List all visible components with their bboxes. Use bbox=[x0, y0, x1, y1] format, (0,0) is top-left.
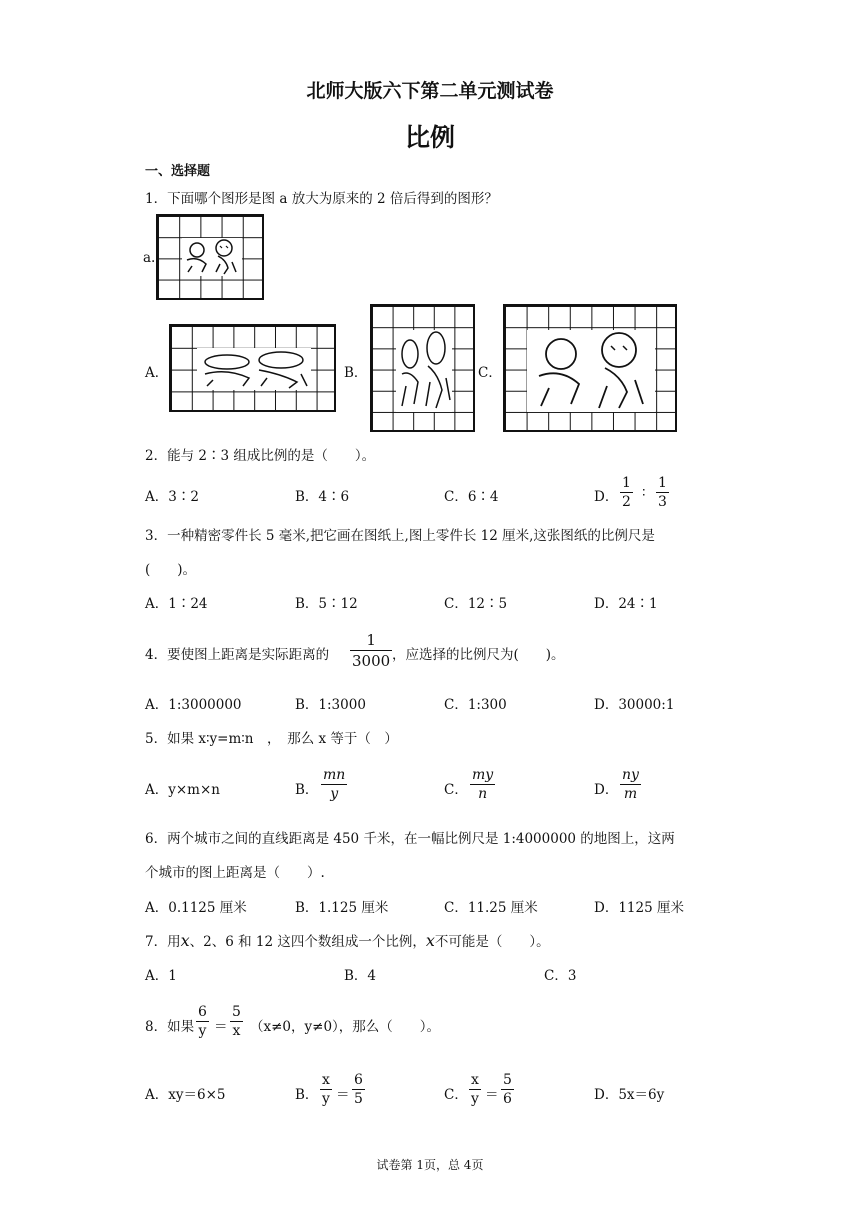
q8-option-B-label: B． bbox=[295, 1087, 319, 1103]
question-6-text-line-2: 个城市的图上距离是（ ）. bbox=[145, 865, 325, 881]
q5-option-C-label: C． bbox=[444, 782, 468, 798]
q3-option-D: D．24∶1 bbox=[594, 596, 658, 612]
q6-option-C: C．11.25 厘米 bbox=[444, 900, 538, 916]
q4-fraction bbox=[350, 630, 392, 671]
q7-text-middle: 、2、6 和 12 这四个数组成一个比例， bbox=[189, 934, 426, 950]
q8-option-C-label: C． bbox=[444, 1087, 468, 1103]
exam-subtitle: 比例 bbox=[404, 123, 455, 152]
q1-option-A-grid bbox=[169, 324, 336, 412]
q7-variable-x: x bbox=[180, 931, 190, 950]
q6-option-B: B．1.125 厘米 bbox=[295, 900, 389, 916]
equals-sign: ＝ bbox=[336, 1087, 350, 1103]
q8-option-B-fraction-1 bbox=[320, 1071, 332, 1108]
question-8-text-tail: （x≠0，y≠0），那么（ ）。 bbox=[250, 1019, 441, 1035]
q1-option-B-grid bbox=[370, 304, 475, 432]
q2-option-A: A．3∶2 bbox=[145, 489, 199, 505]
q2-option-D-label: D． bbox=[594, 489, 619, 505]
denominator: m bbox=[623, 786, 638, 802]
q7-option-C: C．3 bbox=[544, 968, 577, 984]
q4-option-B: B．1:3000 bbox=[295, 697, 366, 713]
equals-sign: ＝ bbox=[485, 1087, 499, 1103]
q5-option-A: A．y×m×n bbox=[145, 782, 220, 798]
numerator: 6 bbox=[198, 1004, 207, 1020]
q1-option-C-grid bbox=[503, 304, 677, 432]
denominator: 3 bbox=[658, 494, 667, 510]
q6-option-A: A．0.1125 厘米 bbox=[145, 900, 247, 916]
q7-option-B: B．4 bbox=[344, 968, 377, 984]
q2-option-B: B．4∶6 bbox=[295, 489, 350, 505]
q1-option-A-label: A． bbox=[145, 365, 169, 381]
ratio-colon: ∶ bbox=[642, 485, 646, 501]
question-1-text: 1．下面哪个图形是图 a 放大为原来的 2 倍后得到的图形？ bbox=[145, 191, 498, 207]
q5-option-C-fraction bbox=[470, 766, 495, 803]
q7-option-A: A．1 bbox=[145, 968, 177, 984]
q7-text-end: 不可能是（ ）。 bbox=[434, 934, 550, 950]
page-footer: 试卷第 1页，总 4页 bbox=[376, 1158, 484, 1172]
q1-figure-a-label: a. bbox=[143, 250, 156, 266]
question-6-text-line-1: 6．两个城市之间的直线距离是 450 千米，在一幅比例尺是 1:4000000 的地图上，这两 bbox=[145, 831, 675, 847]
numerator: x bbox=[320, 1071, 332, 1090]
denominator: 3000 bbox=[352, 652, 391, 670]
q7-variable-x: x bbox=[425, 931, 435, 950]
question-7-text bbox=[145, 930, 550, 950]
question-4-text-tail: ，应选择的比例尺为( )。 bbox=[392, 647, 565, 663]
q1-option-B-label: B． bbox=[344, 365, 368, 381]
q1-figure-a-grid bbox=[156, 214, 264, 300]
denominator: n bbox=[478, 786, 488, 802]
tiger-cat-image bbox=[527, 330, 655, 412]
q8-option-B-fraction-2 bbox=[352, 1071, 365, 1108]
tiger-cat-image bbox=[396, 330, 452, 412]
q1-option-C-label: C． bbox=[478, 365, 502, 381]
q4-option-C: C．1:300 bbox=[444, 697, 507, 713]
denominator: y bbox=[330, 786, 339, 802]
equals-sign: ＝ bbox=[214, 1019, 228, 1035]
q4-option-D: D．30000:1 bbox=[594, 697, 675, 713]
denominator: y bbox=[322, 1091, 330, 1107]
q7-text-start: 7．用 bbox=[145, 934, 181, 950]
numerator: ny bbox=[622, 767, 639, 783]
numerator: 5 bbox=[232, 1004, 241, 1020]
tiger-cat-image bbox=[197, 348, 311, 390]
q8-option-A: A．xy＝6×5 bbox=[145, 1087, 226, 1103]
section-heading: 一、选择题 bbox=[145, 164, 211, 179]
denominator: 2 bbox=[622, 494, 631, 510]
q6-option-D: D．1125 厘米 bbox=[594, 900, 684, 916]
denominator: y bbox=[471, 1091, 479, 1107]
q2-option-D-fraction-2 bbox=[656, 474, 669, 511]
q4-option-A: A．1:3000000 bbox=[145, 697, 242, 713]
numerator: 1 bbox=[350, 630, 392, 651]
question-5-text: 5．如果 x∶y=m∶n ， 那么 x 等于（ ） bbox=[145, 731, 398, 747]
q8-fraction-1 bbox=[196, 1003, 209, 1040]
denominator: 6 bbox=[503, 1091, 512, 1107]
question-3-text-line-2: ( )。 bbox=[145, 562, 197, 578]
denominator: y bbox=[198, 1023, 207, 1039]
numerator: x bbox=[469, 1071, 481, 1090]
q8-option-D: D．5x＝6y bbox=[594, 1087, 665, 1103]
numerator: 5 bbox=[503, 1072, 512, 1088]
numerator: 6 bbox=[354, 1072, 363, 1088]
numerator: mn bbox=[323, 767, 346, 783]
q2-option-D-fraction-1 bbox=[620, 474, 633, 511]
exam-title: 北师大版六下第二单元测试卷 bbox=[306, 80, 554, 102]
numerator: my bbox=[472, 767, 494, 783]
question-3-text-line-1: 3．一种精密零件长 5 毫米,把它画在图纸上,图上零件长 12 厘米,这张图纸的比例尺是 bbox=[145, 528, 655, 544]
q5-option-B-label: B． bbox=[295, 782, 319, 798]
question-4-text: 4．要使图上距离是实际距离的 bbox=[145, 647, 330, 663]
q3-option-C: C．12∶5 bbox=[444, 596, 508, 612]
q5-option-D-label: D． bbox=[594, 782, 619, 798]
tiger-cat-image bbox=[182, 238, 242, 276]
q8-option-C-fraction-1 bbox=[469, 1071, 481, 1108]
question-2-text: 2．能与 2∶3 组成比例的是（ ）。 bbox=[145, 448, 376, 464]
q8-option-C-fraction-2 bbox=[501, 1071, 514, 1108]
denominator: 5 bbox=[354, 1091, 363, 1107]
numerator: 1 bbox=[658, 475, 667, 491]
denominator: x bbox=[232, 1023, 241, 1039]
q3-option-B: B．5∶12 bbox=[295, 596, 358, 612]
q2-option-C: C．6∶4 bbox=[444, 489, 499, 505]
question-8-text: 8．如果 bbox=[145, 1019, 195, 1035]
q8-fraction-2 bbox=[230, 1003, 243, 1040]
q5-option-B-fraction bbox=[321, 766, 347, 803]
q5-option-D-fraction bbox=[620, 766, 641, 803]
q3-option-A: A．1∶24 bbox=[145, 596, 208, 612]
numerator: 1 bbox=[622, 475, 631, 491]
